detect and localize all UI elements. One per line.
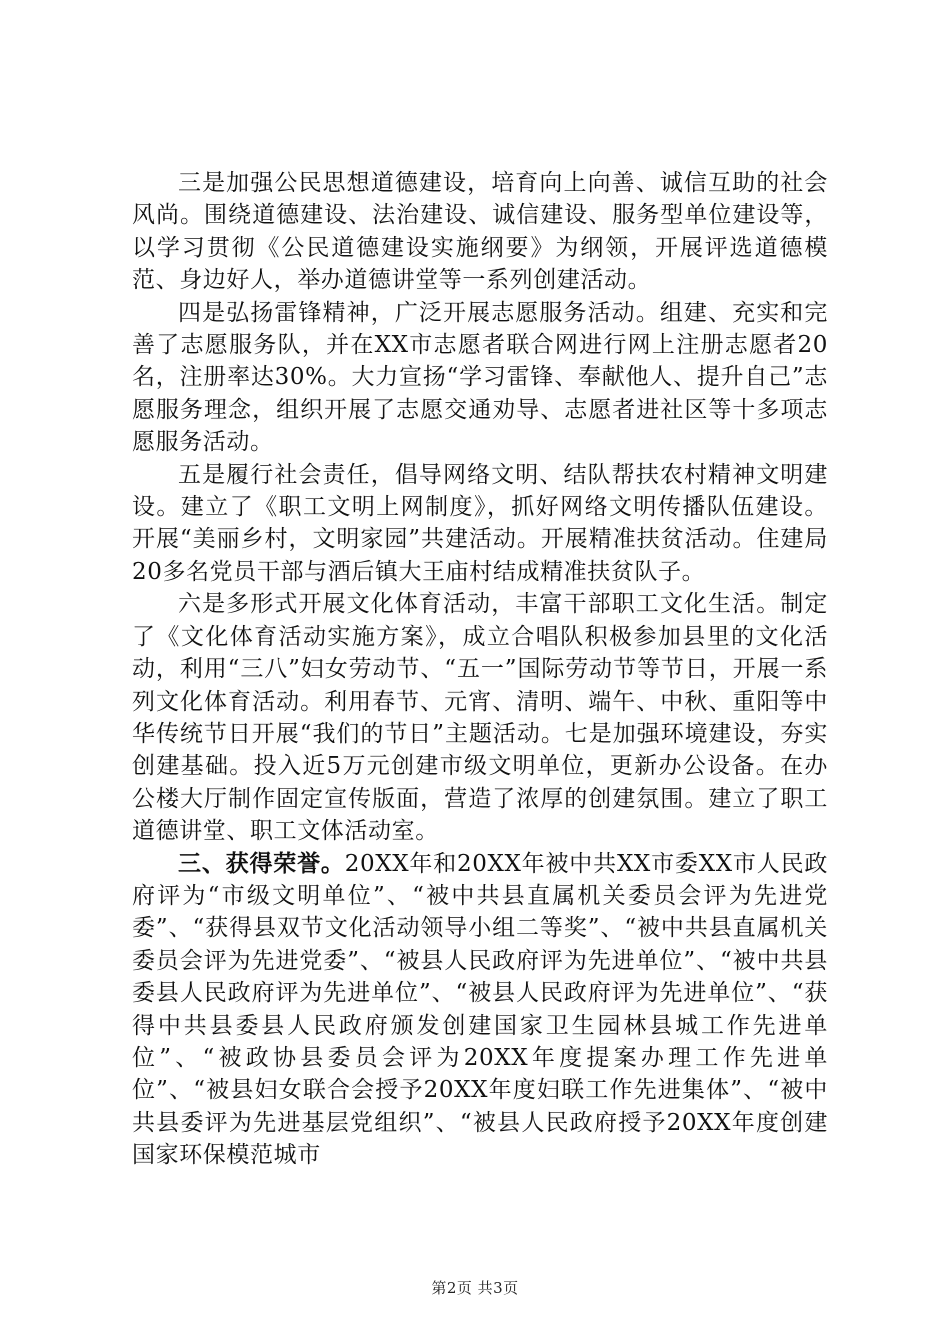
- paragraph-social-responsibility: 五是履行社会责任，倡导网络文明、结队帮扶农村精神文明建设。建立了《职工文明上网制度》，抓好网络文明传播队伍建设。开展“美丽乡村，文明家园”共建活动。开展精准扶贫活动。住建局20多名党员干部与酒后镇大王庙村结成精准扶贫队子。: [132, 461, 828, 585]
- honors-heading: 三、获得荣誉。: [178, 849, 345, 877]
- paragraph-culture-sports: 六是多形式开展文化体育活动，丰富干部职工文化生活。制定了《文化体育活动实施方案》，成立合唱队积极参加县里的文化活动，利用“三八”妇女劳动节、“五一”国际劳动节等节日，开展一系列文化体育活动。利用春节、元宵、清明、端午、中秋、重阳等中华传统节日开展“我们的节日”主题活动。七是加强环境建设，夯实创建基础。投入近5万元创建市级文明单位，更新办公设备。在办公楼大厅制作固定宣传版面，营造了浓厚的创建氛围。建立了职工道德讲堂、职工文体活动室。: [132, 591, 828, 845]
- honors-text: 20XX年和20XX年被中共XX市委XX市人民政府评为“市级文明单位”、“被中共县直属机关委员会评为先进党委”、“获得县双节文化活动领导小组二等奖”、“被中共县直属机关委员会评为先进党委”、“被县人民政府评为先进单位”、“被中共县委县人民政府评为先进单位”、“被县人民政府评为先进单位”、“获得中共县委县人民政府颁发创建国家卫生园林县城工作先进单位”、“被政协县委员会评为20XX年度提案办理工作先进单位”、“被县妇女联合会授予20XX年度妇联工作先进集体”、“被中共县委评为先进基层党组织”、“被县人民政府授予20XX年度创建国家环保模范城市: [132, 850, 828, 1169]
- page-number-footer: 第2页 共3页: [431, 1279, 519, 1297]
- paragraph-volunteer-service: 四是弘扬雷锋精神，广泛开展志愿服务活动。组建、充实和完善了志愿服务队，并在XX市志愿者联合网进行网上注册志愿者20名，注册率达30%。大力宣扬“学习雷锋、奉献他人、提升自己”志愿服务理念，组织开展了志愿交通劝导、志愿者进社区等十多项志愿服务活动。: [132, 299, 828, 456]
- document-body: [132, 167, 828, 1172]
- paragraph-civic-morality: 三是加强公民思想道德建设，培育向上向善、诚信互助的社会风尚。围绕道德建设、法治建设、诚信建设、服务型单位建设等，以学习贯彻《公民道德建设实施纲要》为纲领，开展评选道德模范、身边好人，举办道德讲堂等一系列创建活动。: [132, 170, 828, 294]
- paragraph-honors: [132, 848, 828, 1172]
